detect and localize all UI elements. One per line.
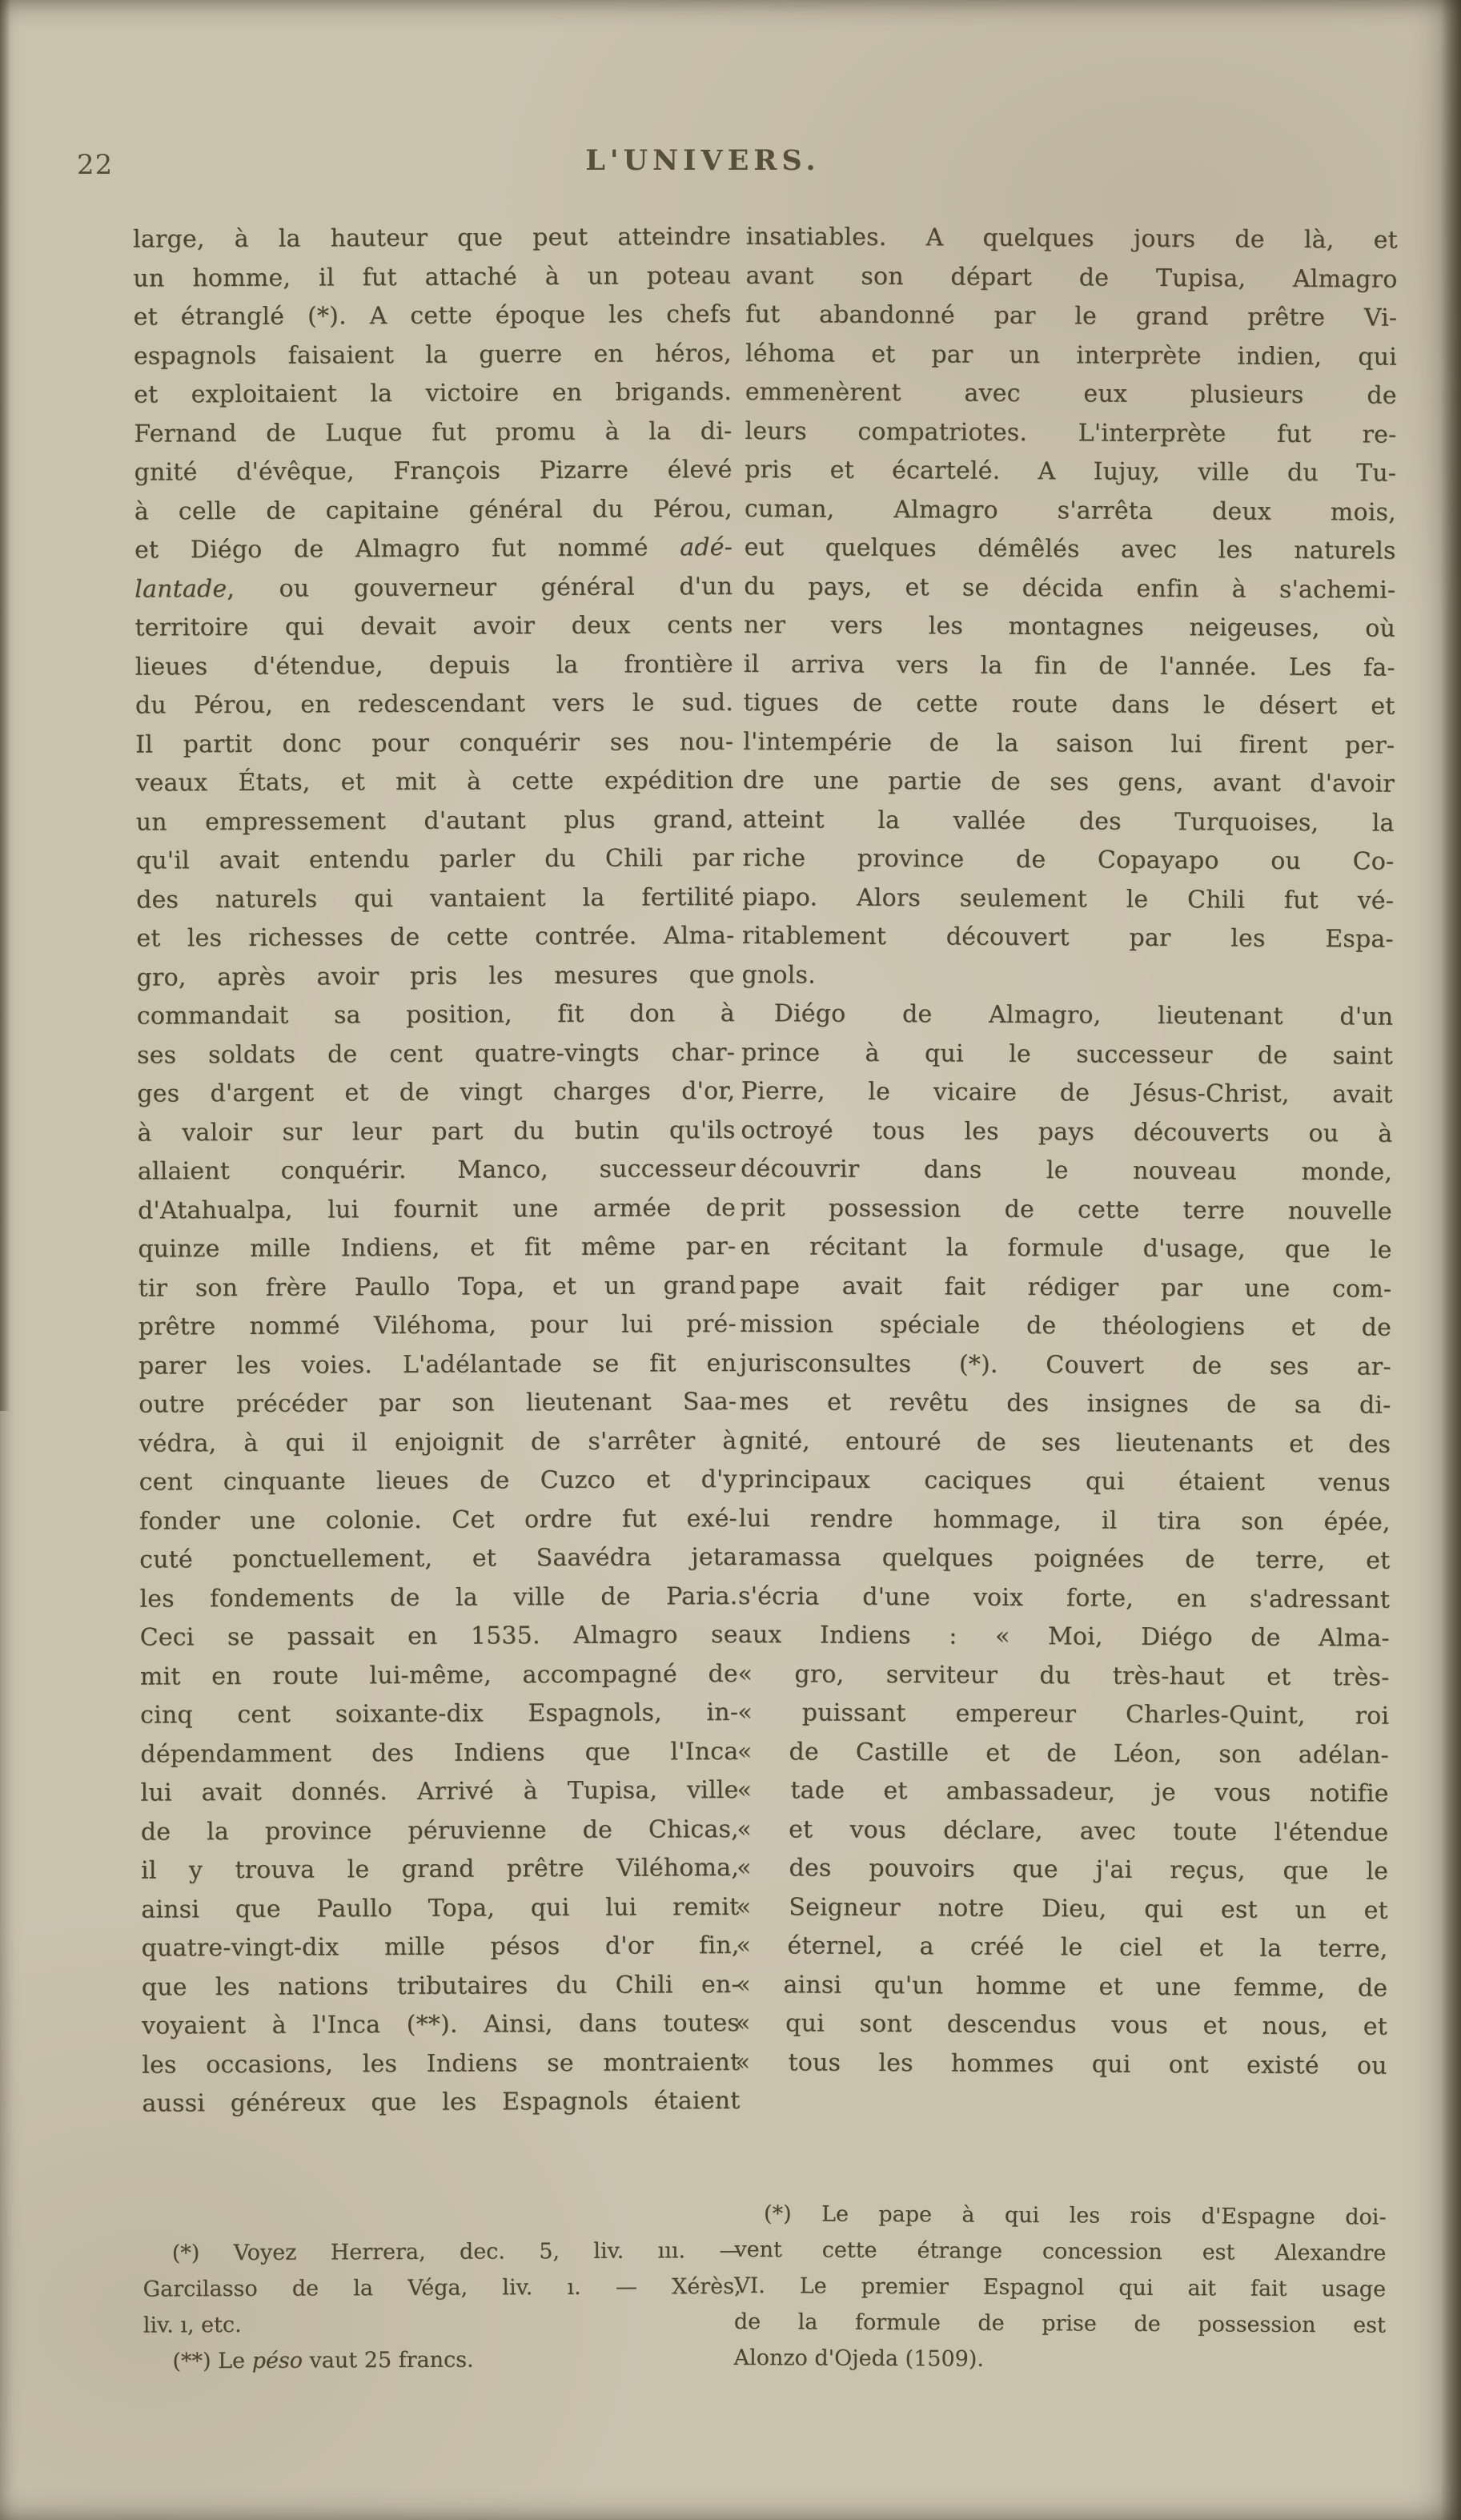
text-line: et les richesses de cette contrée. Alma- <box>136 921 735 953</box>
text-line: vent cette étrange concession est Alexandre <box>734 2237 1387 2266</box>
text-line: dépendamment des Indiens que l'Inca <box>140 1737 739 1769</box>
left-footnotes <box>142 2233 741 2380</box>
text-line: tigues de cette route dans le désert et <box>743 688 1395 721</box>
text-line: l'intempérie de la saison lui firent per- <box>743 727 1395 760</box>
text-line: lui rendre hommage, il tira son épée, <box>738 1504 1391 1537</box>
text-line: cinq cent soixante-dix Espagnols, in- <box>140 1698 739 1730</box>
text-line: jurisconsultes (*). Couvert de ses ar- <box>739 1348 1391 1381</box>
text-line: les fondements de la ville de Paria. <box>139 1582 738 1614</box>
text-line: lantade, ou gouverneur général d'un <box>134 572 733 604</box>
text-line: riche province de Copayapo ou Co- <box>742 843 1395 876</box>
text-line: gnols. <box>741 960 816 990</box>
text-line: des naturels qui vantaient la fertilité <box>136 882 735 914</box>
text-line: de la province péruvienne de Chicas, <box>140 1815 739 1847</box>
text-line: quatre-vingt-dix mille pésos d'or fin, <box>141 1931 740 1963</box>
text-line: qu'il avait entendu parler du Chili par <box>135 843 734 875</box>
text-line: s'écria d'une voix forte, en s'adressant <box>737 1582 1391 1614</box>
text-line: « et vous déclare, avec toute l'étendue <box>737 1815 1389 1847</box>
text-line: large, à la hauteur que peut atteindre <box>133 222 732 254</box>
text-line: aux Indiens : « Moi, Diégo de Alma- <box>737 1620 1390 1653</box>
text-line: territoire qui devait avoir deux cents <box>134 610 733 642</box>
right-column-text <box>736 218 1398 2086</box>
text-line: védra, à qui il enjoignit de s'arrêter à <box>138 1426 737 1458</box>
text-line: (*) Le pape à qui les rois d'Espagne doi- <box>763 2201 1387 2230</box>
text-line: allaient conquérir. Manco, successeur <box>137 1154 736 1186</box>
page-number: 22 <box>77 149 114 181</box>
right-footnote <box>733 2196 1386 2380</box>
text-line: liv. ı, etc. <box>142 2313 242 2338</box>
text-line: emmenèrent avec eux plusieurs de <box>745 377 1397 410</box>
text-line: ramassa quelques poignées de terre, et <box>738 1542 1391 1575</box>
text-line: Garcilasso de la Véga, liv. ı. — Xérès, <box>142 2273 741 2302</box>
text-line: gro, après avoir pris les mesures que <box>136 960 735 992</box>
text-line: insatiables. A quelques jours de là, et <box>745 222 1398 255</box>
text-line: veaux États, et mit à cette expédition <box>135 766 734 798</box>
right-column <box>733 218 1398 2432</box>
text-line: et exploitaient la victoire en brigands. <box>133 377 733 409</box>
text-line: les occasions, les Indiens se montraient <box>142 2048 741 2080</box>
text-line: ges d'argent et de vingt charges d'or, <box>137 1076 736 1108</box>
text-line: lui avait donnés. Arrivé à Tupisa, ville <box>140 1775 739 1807</box>
text-line: principaux caciques qui étaient venus <box>738 1465 1391 1497</box>
text-line: « de Castille et de Léon, son adélan- <box>737 1737 1390 1770</box>
text-line: Ceci se passait en 1535. Almagro se <box>139 1620 738 1652</box>
text-line: VI. Le premier Espagnol qui ait fait usage <box>734 2273 1387 2302</box>
text-line: que les nations tributaires du Chili en- <box>141 1970 740 2002</box>
text-line: ritablement découvert par les Espa- <box>741 921 1394 954</box>
text-line: piapo. Alors seulement le Chili fut vé- <box>742 882 1395 915</box>
text-line: prit possession de cette terre nouvelle <box>740 1193 1392 1226</box>
text-line: octroyé tous les pays découverts ou à <box>741 1115 1393 1148</box>
text-line: « ainsi qu'un homme et une femme, de <box>736 1970 1388 2003</box>
text-line: outre précéder par son lieutenant Saa- <box>138 1387 737 1419</box>
text-line: espagnols faisaient la guerre en héros, <box>133 339 732 371</box>
text-line: dre une partie de ses gens, avant d'avoir <box>742 766 1395 798</box>
text-line: et étranglé (*). A cette époque les chefs <box>133 299 732 332</box>
text-line: du Pérou, en redescendant vers le sud. <box>134 688 734 720</box>
text-line: cuté ponctuellement, et Saavédra jeta <box>139 1542 738 1574</box>
text-line: voyaient à l'Inca (**). Ainsi, dans toutes <box>141 2008 741 2040</box>
text-line: Fernand de Luque fut promu à la di- <box>134 416 733 448</box>
text-line: à celle de capitaine général du Pérou, <box>134 494 733 526</box>
text-line: fut abandonné par le grand prêtre Vi- <box>745 299 1398 332</box>
text-line: eut quelques démêlés avec les naturels <box>744 533 1396 565</box>
text-line: d'Atahualpa, lui fournit une armée de <box>137 1193 737 1225</box>
text-line: mes et revêtu des insignes de sa di- <box>739 1387 1391 1420</box>
text-line: fonder une colonie. Cet ordre fut exé- <box>138 1504 738 1536</box>
text-line: ses soldats de cent quatre-vingts char- <box>137 1038 736 1070</box>
text-line: en récitant la formule d'usage, que le <box>740 1232 1392 1264</box>
text-line: (**) Le péso vaut 25 francs. <box>172 2347 474 2374</box>
text-line: prêtre nommé Viléhoma, pour lui pré- <box>138 1309 737 1341</box>
text-line: « tous les hommes qui ont existé ou <box>735 2048 1387 2080</box>
text-line: Diégo de Almagro, lieutenant d'un <box>773 999 1394 1031</box>
text-line: prince à qui le successeur de saint <box>741 1038 1394 1071</box>
text-line: « qui sont descendus vous et nous, et <box>735 2008 1388 2041</box>
text-line: il y trouva le grand prêtre Viléhoma, <box>140 1853 740 1885</box>
text-line: découvrir dans le nouveau monde, <box>741 1154 1393 1187</box>
text-line: du pays, et se décida enfin à s'achemi- <box>744 572 1396 605</box>
text-line: « éternel, a créé le ciel et la terre, <box>736 1931 1388 1963</box>
text-line: Alonzo d'Ojeda (1509). <box>733 2345 985 2372</box>
text-line: cuman, Almagro s'arrêta deux mois, <box>744 494 1396 527</box>
text-line: Pierre, le vicaire de Jésus-Christ, avait <box>741 1076 1393 1109</box>
text-line: « Seigneur notre Dieu, qui est un et <box>736 1892 1388 1925</box>
text-line: il arriva vers la fin de l'année. Les fa- <box>743 649 1395 682</box>
text-line: leurs compatriotes. L'interprète fut re- <box>745 416 1397 449</box>
text-line: mit en route lui-même, accompagné de <box>139 1659 738 1691</box>
text-line: « tade et ambassadeur, je vous notifie <box>737 1775 1389 1808</box>
text-line: pris et écartelé. A Iujuy, ville du Tu- <box>745 455 1397 488</box>
text-line: (*) Voyez Herrera, dec. 5, liv. ııı. — <box>171 2237 741 2266</box>
text-line: parer les voies. L'adélantade se fit en <box>138 1348 737 1381</box>
text-line: et Diégo de Almagro fut nommé adé- <box>134 533 733 565</box>
text-line: aussi généreux que les Espagnols étaient <box>142 2086 741 2118</box>
text-line: commandait sa position, fit don à <box>136 999 735 1031</box>
text-line: « des pouvoirs que j'ai reçus, que le <box>737 1853 1389 1886</box>
text-line: cent cinquante lieues de Cuzco et d'y <box>138 1465 737 1497</box>
text-line: tir son frère Paullo Topa, et un grand <box>138 1271 737 1303</box>
text-line: lieues d'étendue, depuis la frontière <box>134 649 733 681</box>
text-line: ainsi que Paullo Topa, qui lui remit <box>141 1892 740 1924</box>
text-line: un homme, il fut attaché à un poteau <box>133 261 732 293</box>
text-line: un empressement d'autant plus grand, <box>135 805 734 837</box>
journal-title: L'UNIVERS. <box>585 144 821 177</box>
text-line: gnité d'évêque, François Pizarre élevé <box>134 455 733 487</box>
text-line: de la formule de prise de possession est <box>733 2309 1386 2338</box>
text-line: mission spéciale de théologiens et de <box>739 1309 1392 1342</box>
text-line: quinze mille Indiens, et fit même par- <box>138 1232 737 1264</box>
text-line: atteint la vallée des Turquoises, la <box>742 805 1395 838</box>
text-line: avant son départ de Tupisa, Almagro <box>745 261 1398 294</box>
text-line: ner vers les montagnes neigeuses, où <box>743 610 1396 643</box>
text-line: « puissant empereur Charles-Quint, roi <box>737 1698 1390 1730</box>
text-line: à valoir sur leur part du butin qu'ils <box>137 1115 736 1147</box>
text-line: gnité, entouré de ses lieutenants et des <box>739 1426 1391 1459</box>
left-column <box>133 218 741 2431</box>
text-line: pape avait fait rédiger par une com- <box>740 1271 1392 1304</box>
text-line: léhoma et par un interprète indien, qui <box>745 339 1398 372</box>
text-line: Il partit donc pour conquérir ses nou- <box>135 727 734 759</box>
text-line: « gro, serviteur du très-haut et très- <box>737 1659 1390 1692</box>
left-column-text <box>133 218 741 2124</box>
